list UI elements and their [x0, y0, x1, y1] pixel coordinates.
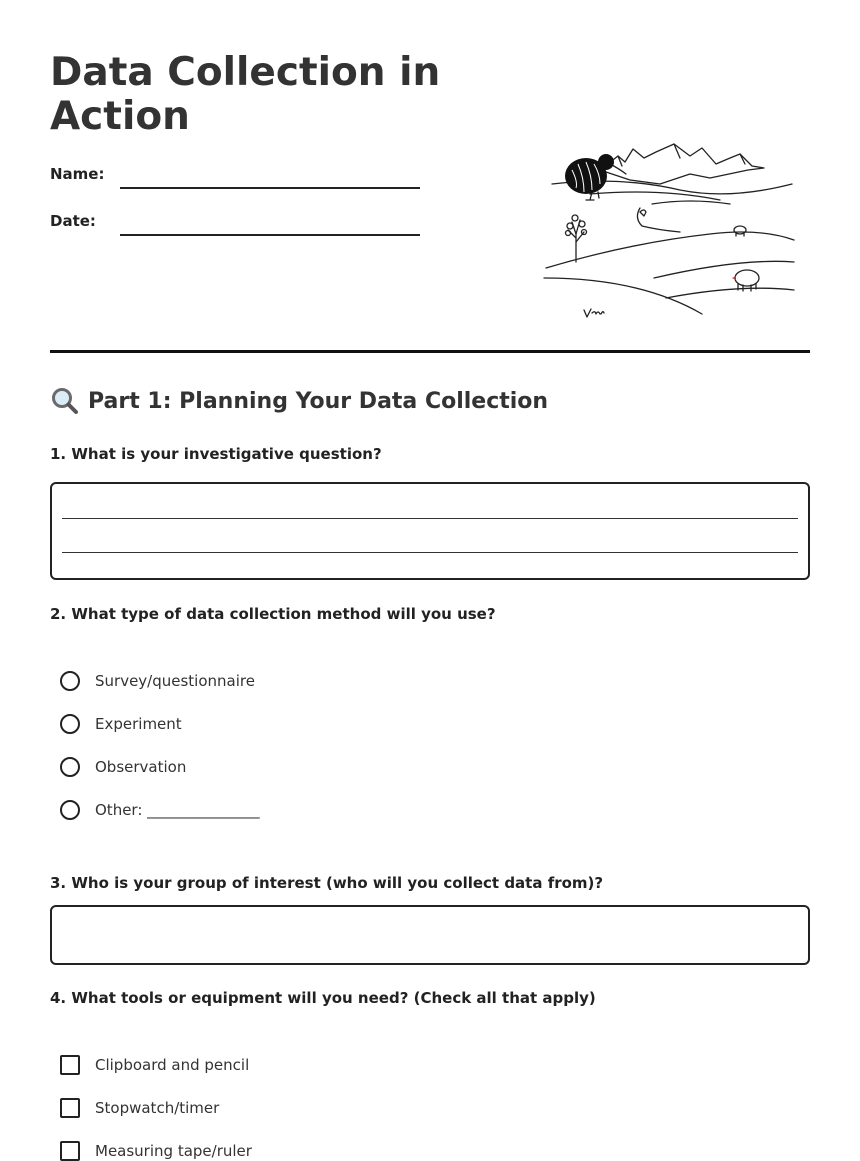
- question-3: 3. Who is your group of interest (who will you collect data from)?: [50, 874, 604, 892]
- date-label: Date:: [50, 212, 96, 230]
- option-label: Observation: [95, 758, 187, 776]
- method-option-survey[interactable]: [60, 671, 255, 691]
- option-label: Survey/questionnaire: [95, 672, 255, 690]
- option-label: Clipboard and pencil: [95, 1056, 250, 1074]
- tool-option-clipboard[interactable]: [60, 1055, 249, 1075]
- method-option-other[interactable]: [60, 800, 260, 820]
- magnifying-glass-icon: [50, 386, 80, 416]
- radio-button[interactable]: [60, 671, 80, 691]
- answer-line: [62, 552, 798, 553]
- tool-option-stopwatch[interactable]: [60, 1098, 219, 1118]
- checkbox[interactable]: [60, 1141, 80, 1161]
- part1-heading: [50, 386, 548, 416]
- checkbox[interactable]: [60, 1055, 80, 1075]
- option-label: Experiment: [95, 715, 182, 733]
- option-label: Other: _______________: [95, 801, 260, 819]
- part1-heading-text: Part 1: Planning Your Data Collection: [88, 388, 549, 414]
- worksheet-title: Data Collection in Action: [50, 50, 441, 139]
- name-field[interactable]: [120, 187, 420, 189]
- name-label: Name:: [50, 165, 105, 183]
- question-4: 4. What tools or equipment will you need? (Check all that apply): [50, 989, 596, 1007]
- radio-button[interactable]: [60, 714, 80, 734]
- option-label: Stopwatch/timer: [95, 1099, 220, 1117]
- method-option-experiment[interactable]: [60, 714, 182, 734]
- question-3-answer-box[interactable]: [50, 905, 810, 965]
- date-field[interactable]: [120, 234, 420, 236]
- answer-line: [62, 518, 798, 519]
- radio-button[interactable]: [60, 800, 80, 820]
- tool-option-measuring-tape[interactable]: [60, 1141, 252, 1161]
- kiwi-landscape-illustration: [540, 138, 800, 323]
- option-label: Measuring tape/ruler: [95, 1142, 252, 1160]
- question-1: 1. What is your investigative question?: [50, 445, 382, 463]
- method-option-observation[interactable]: [60, 757, 186, 777]
- question-1-answer-box[interactable]: [50, 482, 810, 580]
- question-2: 2. What type of data collection method will you use?: [50, 605, 496, 623]
- checkbox[interactable]: [60, 1098, 80, 1118]
- header-divider: [50, 350, 810, 353]
- radio-button[interactable]: [60, 757, 80, 777]
